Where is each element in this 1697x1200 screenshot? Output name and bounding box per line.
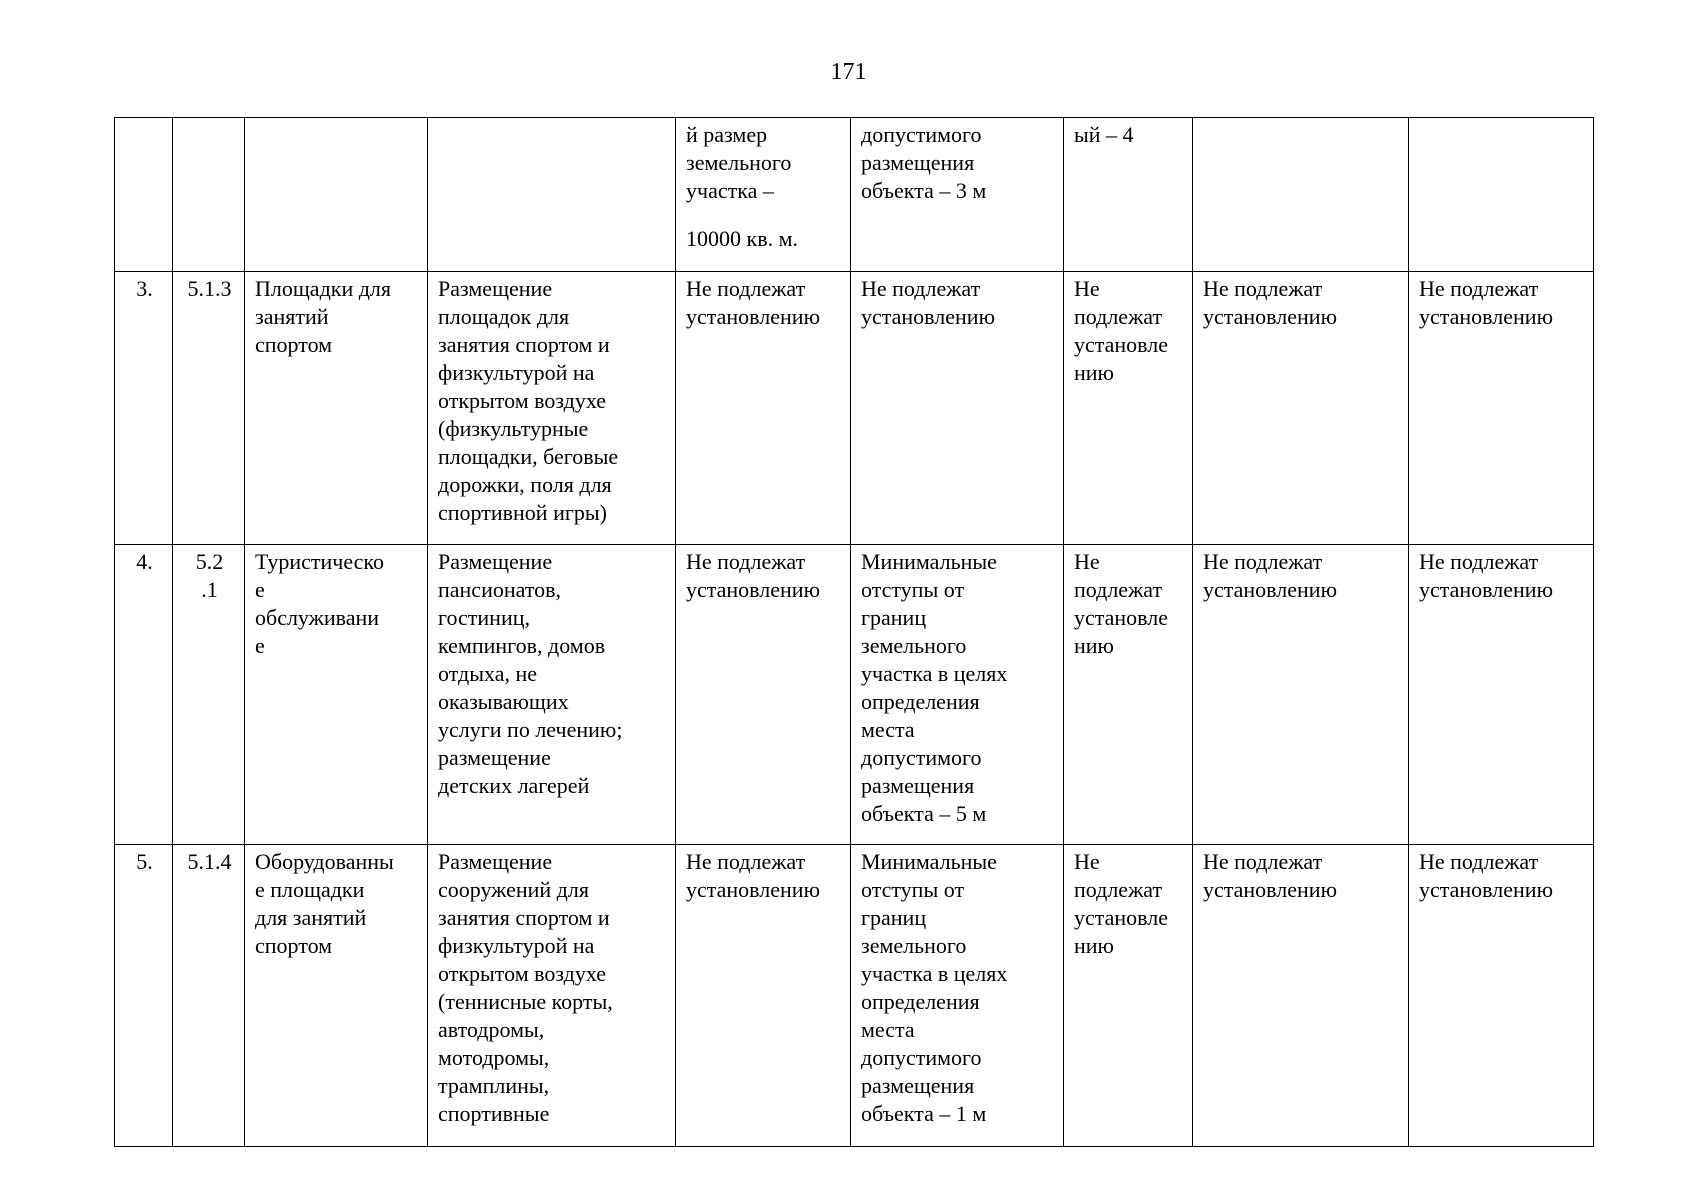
coverage-cell: Не подлежат установлению [1193, 845, 1409, 1147]
plot-size-value: 10000 кв. м. [686, 226, 798, 251]
other-params-cell: Не подлежат установлению [1409, 545, 1594, 845]
table-row [115, 545, 1594, 845]
floors-cell: Не подлежат установле нию [1064, 845, 1193, 1147]
other-params-cell: Не подлежат установлению [1409, 845, 1594, 1147]
use-name-cell [245, 118, 428, 272]
floors-cell: Не подлежат установле нию [1064, 545, 1193, 845]
paragraph-gap [686, 205, 842, 225]
coverage-cell [1193, 118, 1409, 272]
code-cell: 5.1.3 [173, 272, 245, 545]
row-number-cell: 4. [115, 545, 173, 845]
use-description-cell [428, 118, 676, 272]
coverage-cell: Не подлежат установлению [1193, 545, 1409, 845]
row-number-cell: 5. [115, 845, 173, 1147]
code-cell: 5.1.4 [173, 845, 245, 1147]
row-number-cell: 3. [115, 272, 173, 545]
use-description-cell: Размещение площадок для занятия спортом и физкультурой на открытом воздухе (физкультурные площадки, беговые дорожки, поля для спортивной игры) [428, 272, 676, 545]
other-params-cell: Не подлежат установлению [1409, 272, 1594, 545]
plot-size-cell: Не подлежат установлению [676, 845, 851, 1147]
setback-cell: Минимальные отступы от границ земельного участка в целях определения места допустимого размещения объекта – 5 м [851, 545, 1064, 845]
use-name-cell: Площадки для занятий спортом [245, 272, 428, 545]
table-row [115, 118, 1594, 272]
table-row [115, 272, 1594, 545]
setback-cell: Не подлежат установлению [851, 272, 1064, 545]
setback-cell: допустимого размещения объекта – 3 м [851, 118, 1064, 272]
plot-size-text: й размер земельного участка – [686, 122, 792, 203]
row-number-cell [115, 118, 173, 272]
plot-size-cell: Не подлежат установлению [676, 545, 851, 845]
code-cell [173, 118, 245, 272]
page-number: 171 [830, 59, 867, 85]
code-cell: 5.2 .1 [173, 545, 245, 845]
setback-cell: Минимальные отступы от границ земельного участка в целях определения места допустимого размещения объекта – 1 м [851, 845, 1064, 1147]
table-row [115, 845, 1594, 1147]
other-params-cell [1409, 118, 1594, 272]
floors-cell: Не подлежат установле нию [1064, 272, 1193, 545]
use-name-cell: Оборудованны е площадки для занятий спортом [245, 845, 428, 1147]
plot-size-cell: Не подлежат установлению [676, 272, 851, 545]
use-description-cell: Размещение пансионатов, гостиниц, кемпингов, домов отдыха, не оказывающих услуги по лечению; размещение детских лагерей [428, 545, 676, 845]
plot-size-cell [676, 118, 851, 272]
floors-cell: ый – 4 [1064, 118, 1193, 272]
coverage-cell: Не подлежат установлению [1193, 272, 1409, 545]
land-use-table [114, 117, 1594, 1147]
use-name-cell: Туристическо е обслуживани е [245, 545, 428, 845]
use-description-cell: Размещение сооружений для занятия спортом и физкультурой на открытом воздухе (теннисные корты, автодромы, мотодромы, трамплины, спортивные [428, 845, 676, 1147]
